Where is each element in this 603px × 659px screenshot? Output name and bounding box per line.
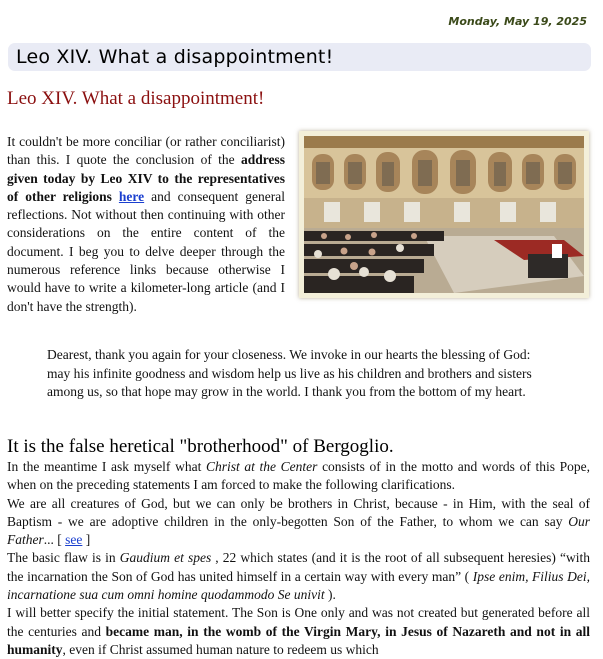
body-italic: Our Father [7, 513, 590, 548]
quoted-address: Dearest, thank you again for your closeness. We invoke in our hearts the blessing of God: may his infinite goodness and wisdom help us live as his children and brothers and sisters among us, so that hope may grow in the world. I thank you from the bottom of my heart. [47, 347, 532, 400]
body-bold: became man, in the womb of the Virgin Mary, in Jesus of Nazareth and not in all humanity [7, 623, 590, 657]
body-text: I will better specify the initial statement. The Son is One only and was not created but generated before all the centuries and [7, 605, 590, 639]
body-paragraph-3 [7, 549, 590, 604]
post-title[interactable]: Leo XIV. What a disappointment! [16, 46, 334, 68]
intro-text-1: It couldn't be more conciliar (or rather conciliarist) than this. I quote the conclusion of the [7, 134, 285, 168]
body-text: consists of in the motto and words of this Pope, when on the preceding statements I am forced to make the following clarifications. [7, 459, 590, 493]
body-text: , 22 which states (and it is the root of all subsequent heresies) “with the incarnation the Son of God has united himself in a certain way with every man” ( [7, 550, 590, 584]
section-heading: It is the false heretical "brotherhood" of Bergoglio. [7, 436, 394, 457]
body-text: ... [ [43, 532, 66, 548]
here-link[interactable]: here [118, 188, 145, 204]
body-text: , even if Christ assumed human nature to redeem us which [62, 641, 379, 657]
body-text: ). [324, 587, 336, 603]
post-title-bar [8, 43, 591, 71]
body-text: ] [82, 532, 91, 548]
article-body [7, 458, 590, 659]
body-paragraph-1 [7, 458, 590, 495]
intro-bold-text: address given today by Leo XIV to the representatives of other religions [7, 152, 285, 204]
intro-text-2: and consequent general reflections. Not without then continuing with other considerations on the entire content of the document. I beg you to delve deeper through the numerous reference links because otherwise I would have to write a kilometer-long article (and I don't have the strength). [7, 188, 285, 314]
article-heading: Leo XIV. What a disappointment! [7, 88, 265, 109]
body-italic: Christ at the Center [205, 459, 318, 474]
audience-hall-photo [299, 131, 589, 298]
body-text: The basic flaw is in [7, 550, 120, 566]
post-date: Monday, May 19, 2025 [448, 15, 587, 28]
body-text: In the meantime I ask myself what [7, 459, 206, 474]
body-italic: Ipse enim, Filius Dei, incarnatione sua cum omni homine quodammodo Se univit [7, 568, 590, 603]
body-italic: Gaudium et spes [119, 550, 212, 566]
see-link[interactable]: see [65, 532, 83, 548]
body-paragraph-4 [7, 604, 590, 659]
body-paragraph-2 [7, 495, 590, 550]
body-text: We are all creatures of God, but we can only be brothers in Christ, because - in Him, with the seal of Baptism - we are adoptive children in the only-begotten Son of the Father, to whom we can say [7, 495, 590, 529]
intro-paragraph [7, 133, 285, 316]
